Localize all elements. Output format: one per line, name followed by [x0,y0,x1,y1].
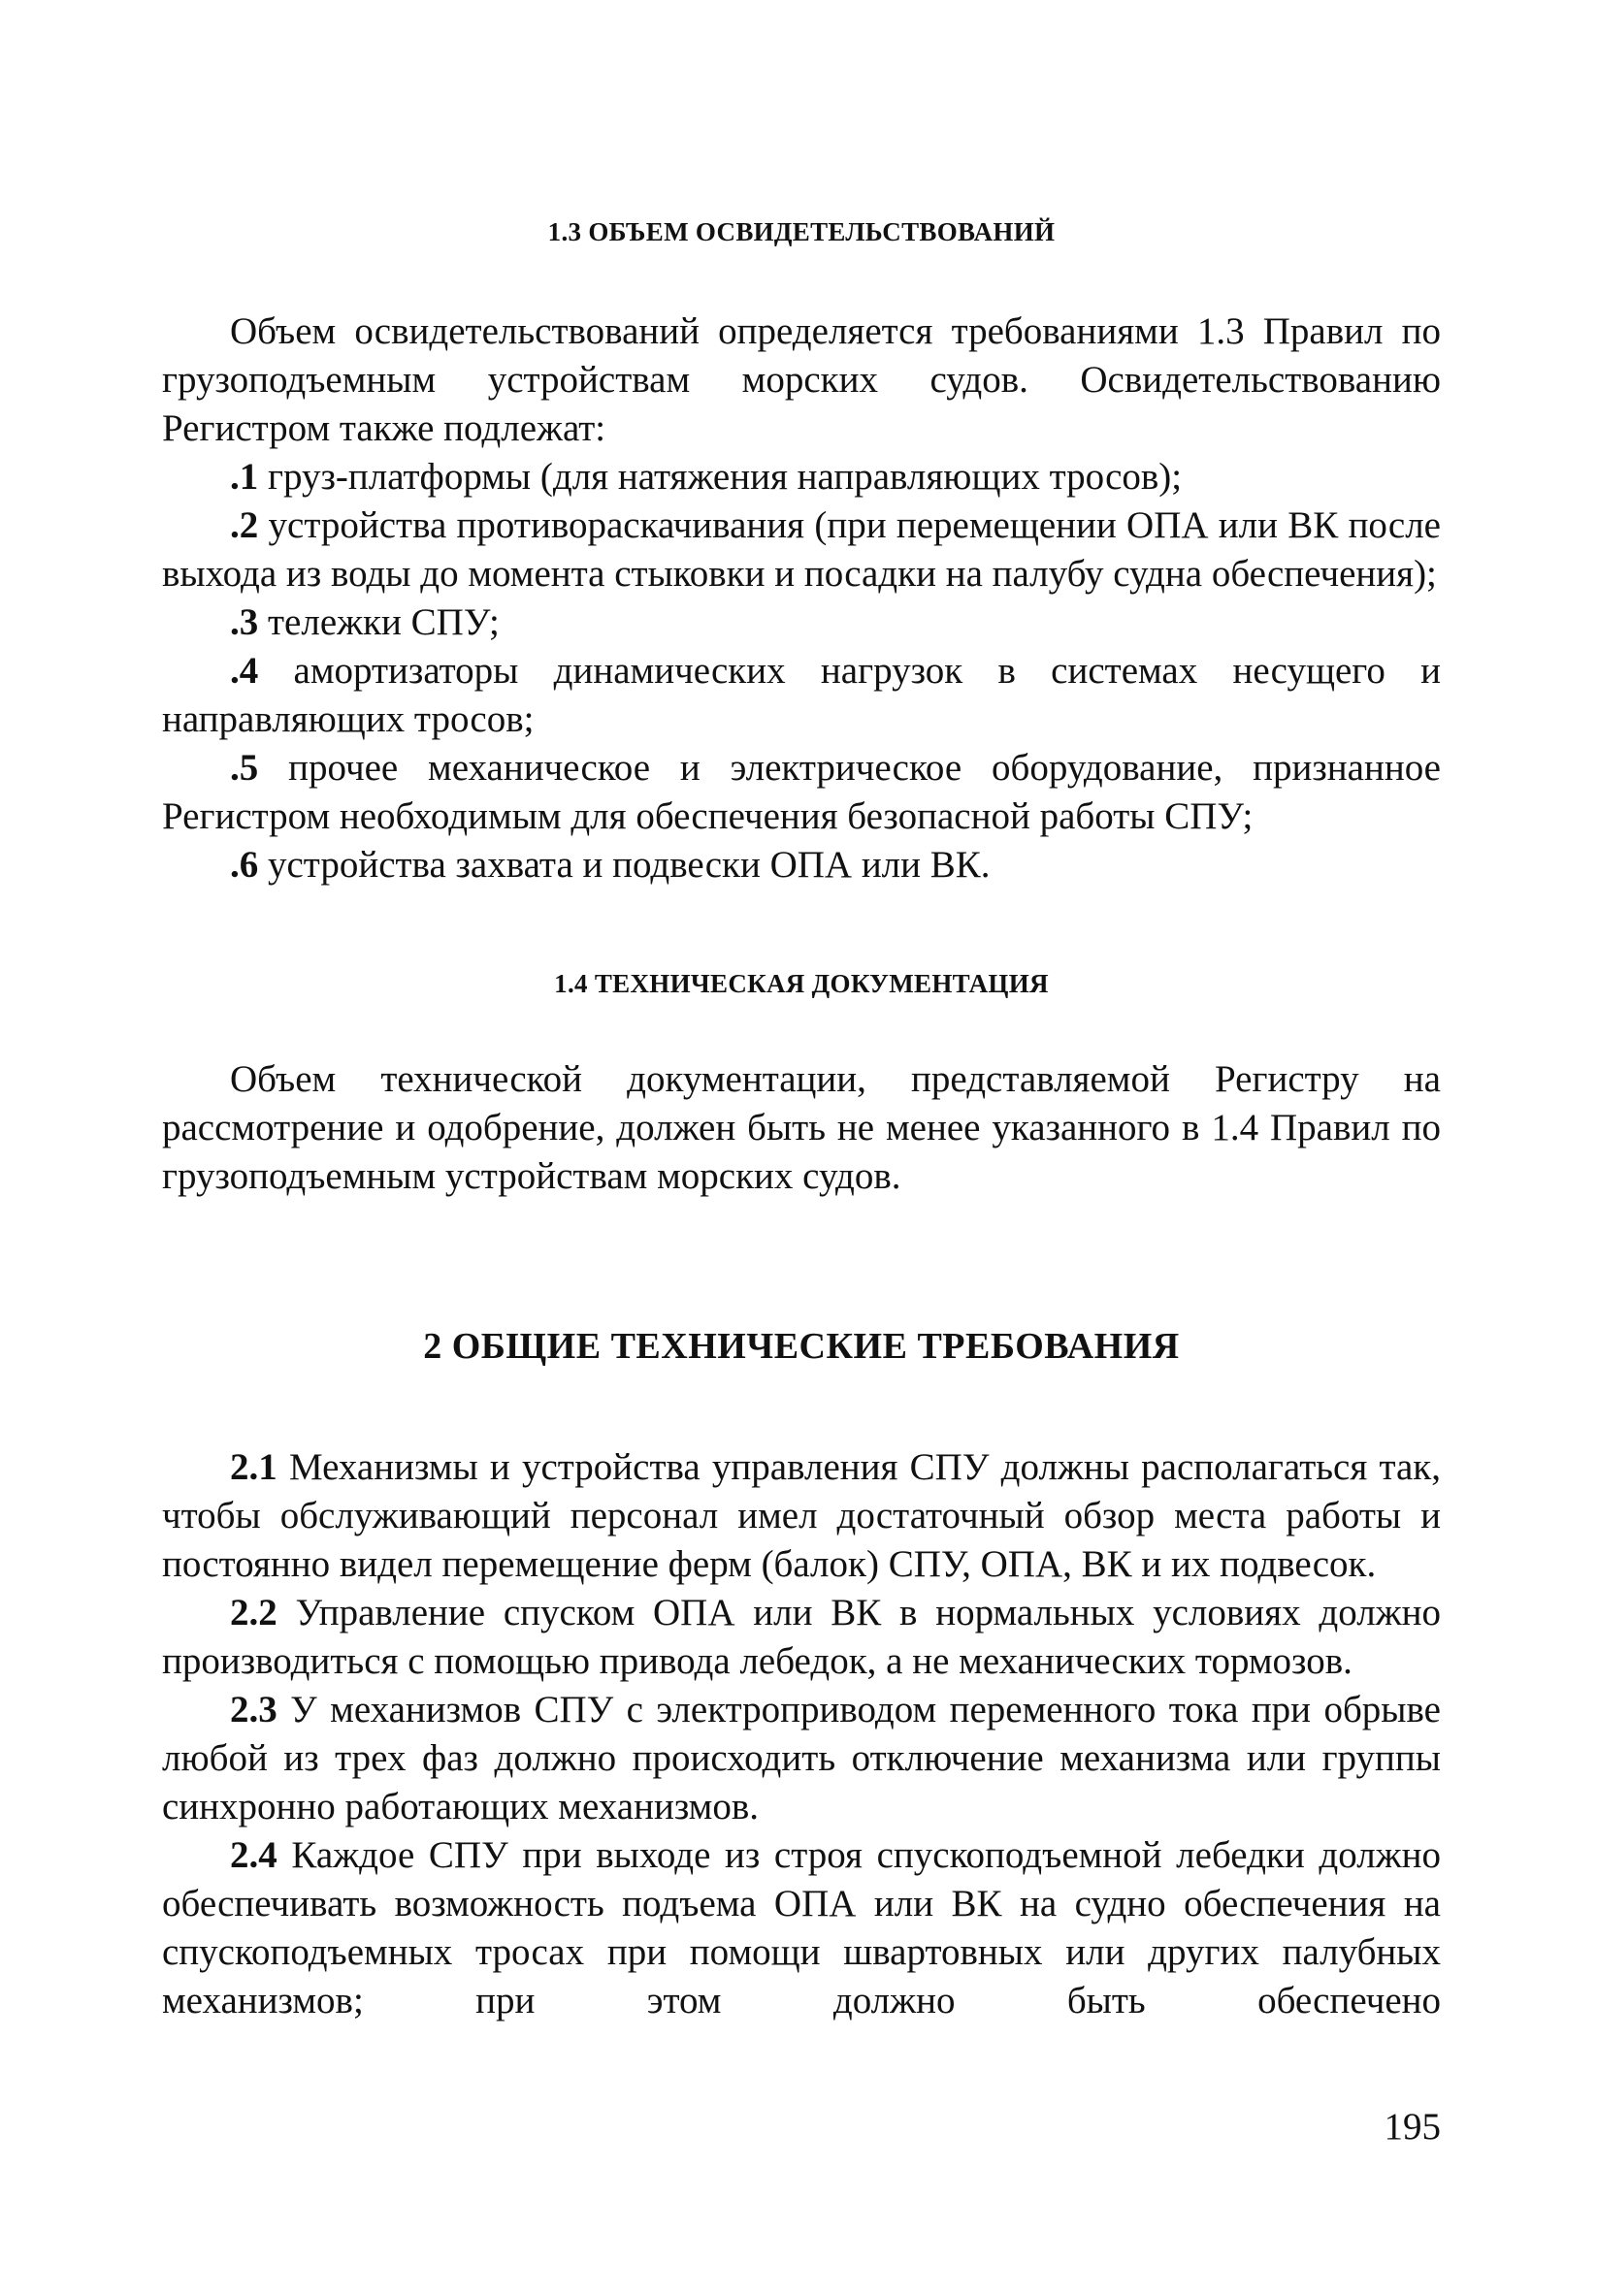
chapter-2-body [162,1443,1441,2025]
document-page [162,0,1441,2296]
page-number: 195 [1384,2106,1441,2148]
list-item: .6 устройства захвата и подвески ОПА или ВК. [230,844,991,886]
paragraph-2-4: 2.4 Каждое СПУ при выходе из строя спускоподъемной лебедки должно обеспечивать возможность подъема ОПА или ВК на судно обеспечения на спускоподъемных тросах при помощи швартовных или других палубных механизмов; при этом должно быть обеспечено [162,1834,1441,2021]
paragraph-2-3: 2.3 У механизмов СПУ с электроприводом переменного тока при обрыве любой из трех фаз должно происходить отключение механизма или группы синхронно работающих механизмов. [162,1689,1441,1827]
paragraph-2-2: 2.2 Управление спуском ОПА или ВК в нормальных условиях должно производиться с помощью привода лебедок, а не механических тормозов. [162,1592,1441,1682]
section-1-4-body [162,1055,1441,1201]
paragraph-2-1: 2.1 Механизмы и устройства управления СПУ должны располагаться так, чтобы обслуживающий персонал имел достаточный обзор места работы и постоянно видел перемещение ферм (балок) СПУ, ОПА, ВК и их подвесок. [162,1446,1441,1585]
section-1-3-intro: Объем освидетельствований определяется требованиями 1.3 Правил по грузоподъемным устройствам морских судов. Освидетельствованию Регистром также подлежат: [162,310,1441,449]
section-1-4-title: 1.4 ТЕХНИЧЕСКАЯ ДОКУМЕНТАЦИЯ [554,969,1049,998]
section-1-3-title: 1.3 ОБЪЕМ ОСВИДЕТЕЛЬСТВОВАНИЙ [547,217,1056,246]
list-item: .2 устройства противораскачивания (при перемещении ОПА или ВК после выхода из воды до момента стыковки и посадки на палубу судна обеспечения); [162,504,1441,595]
chapter-2-title: 2 ОБЩИЕ ТЕХНИЧЕСКИЕ ТРЕБОВАНИЯ [423,1326,1180,1367]
list-item: .3 тележки СПУ; [230,601,500,643]
list-item: .4 амортизаторы динамических нагрузок в системах несущего и направляющих тросов; [162,650,1441,740]
section-1-4-text: Объем технической документации, представляемой Регистру на рассмотрение и одобрение, должен быть не менее указанного в 1.4 Правил по грузоподъемным устройствам морских судов. [162,1058,1441,1197]
list-item: .1 груз-платформы (для натяжения направляющих тросов); [230,456,1183,498]
section-1-3-body [162,307,1441,889]
list-item: .5 прочее механическое и электрическое оборудование, признанное Регистром необходимым для обеспечения безопасной работы СПУ; [162,747,1441,837]
